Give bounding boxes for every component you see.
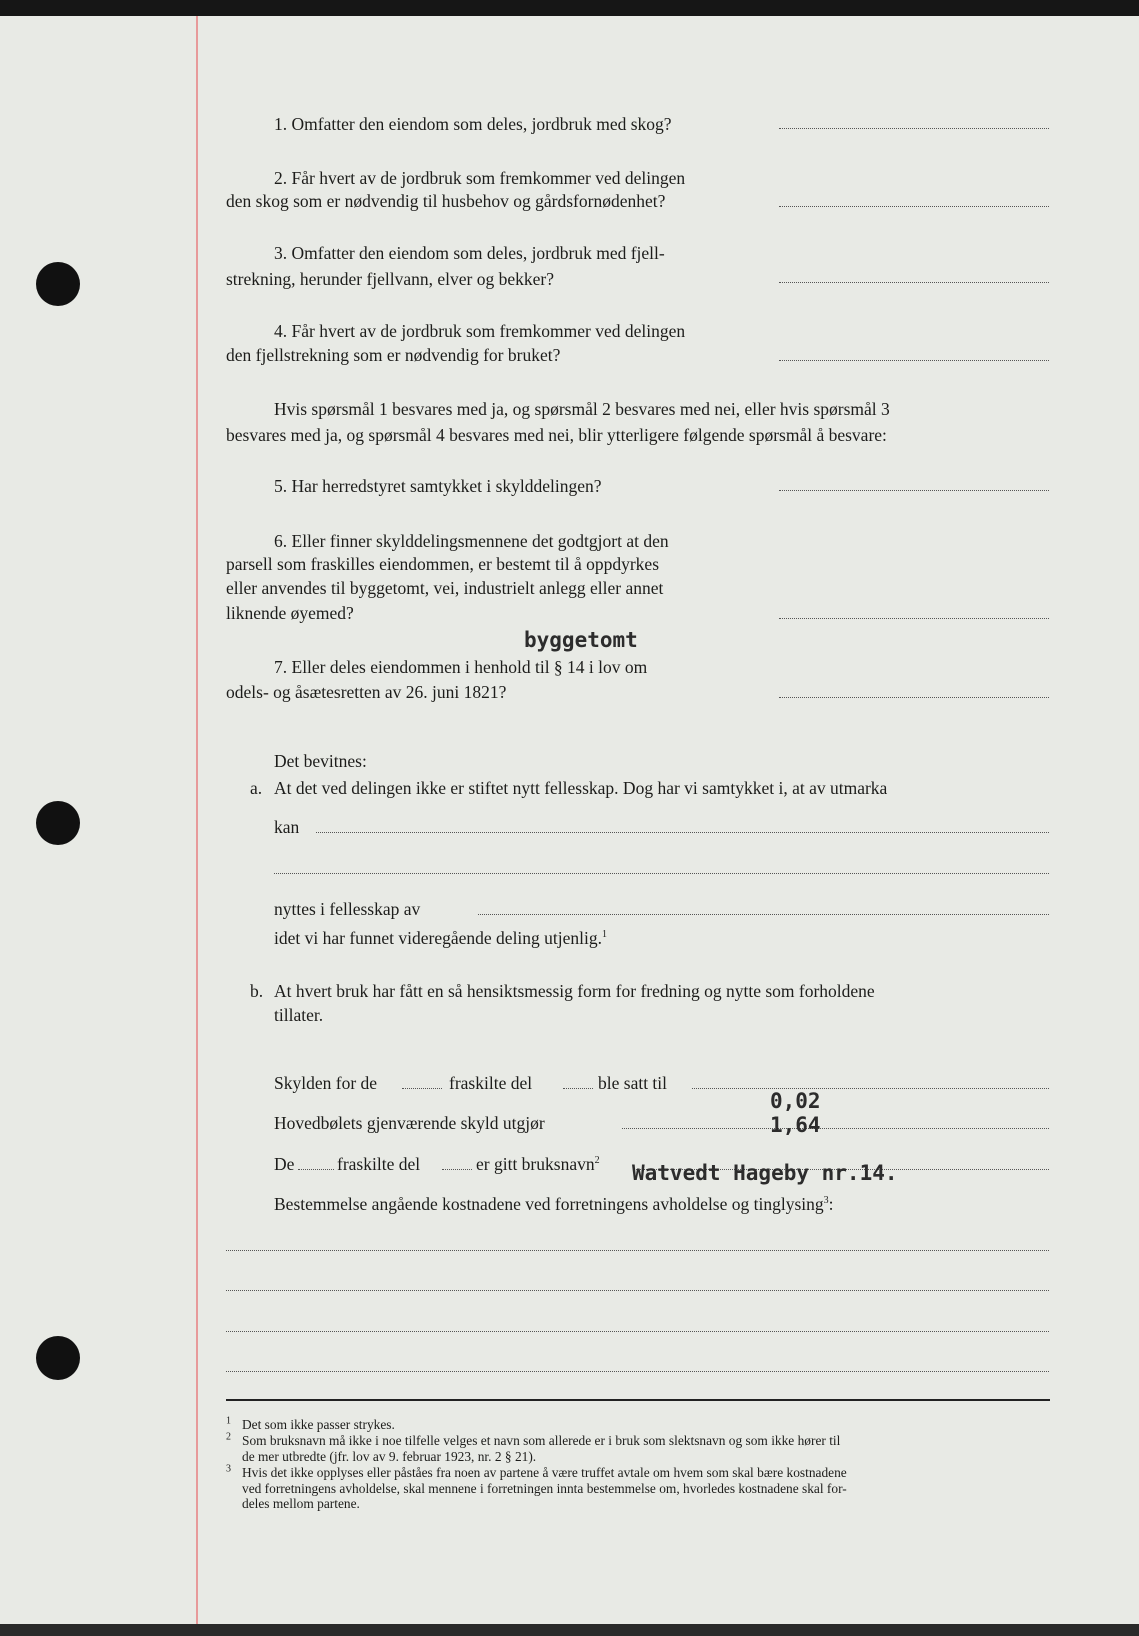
bestemmelse-line-4[interactable] — [226, 1371, 1049, 1372]
bestemmelse-label — [274, 1193, 834, 1215]
de-label: De — [274, 1154, 295, 1174]
footnote-2-line-1: Som bruksnavn må ikke i noe tilfelle velges et navn som allerede er i bruk som slektsnavn og som ikke hører til — [242, 1433, 841, 1448]
punch-hole-middle — [36, 801, 80, 845]
item-a-text: At det ved delingen ikke er stiftet nytt fellesskap. Dog har vi samtykket i, at av utmarka — [274, 778, 888, 798]
fraskilte2-blank[interactable] — [442, 1169, 472, 1170]
kan-line-1[interactable] — [316, 832, 1049, 833]
fraskilte2-label: fraskilte del — [337, 1154, 421, 1174]
answer-line-q7[interactable] — [779, 697, 1049, 698]
footnote-3-line-1: Hvis det ikke opplyses eller påståes fra noen av partene å være truffet avtale om hvem som skal bære kostnadene — [242, 1465, 847, 1480]
question-2-line-2: den skog som er nødvendig til husbehov og gårdsfornødenhet? — [226, 191, 666, 211]
footnote-ref-3: 3 — [823, 1195, 829, 1207]
question-1: 1. Omfatter den eiendom som deles, jordbruk med skog? — [274, 114, 672, 134]
footnote-1-number: 1 — [226, 1415, 231, 1427]
typed-value-bruksnavn: Watvedt Hageby nr.14. — [632, 1161, 898, 1185]
item-a-marker: a. — [250, 778, 263, 798]
answer-line-q5[interactable] — [779, 490, 1049, 491]
conditional-intro-line-1: Hvis spørsmål 1 besvares med ja, og spørsmål 2 besvares med nei, eller hvis spørsmål 3 — [274, 399, 890, 419]
item-b-line-1: At hvert bruk har fått en så hensiktsmessig form for fredning og nytte som forholdene — [274, 981, 875, 1001]
skylden-label: Skylden for de — [274, 1073, 378, 1093]
bestemmelse-colon: : — [828, 1194, 834, 1214]
hovedbol-label: Hovedbølets gjenværende skyld utgjør — [274, 1113, 545, 1133]
question-5: 5. Har herredstyret samtykket i skylddelingen? — [274, 476, 602, 496]
conditional-intro-line-2: besvares med ja, og spørsmål 4 besvares med nei, blir ytterligere følgende spørsmål å besvare: — [226, 425, 887, 445]
bestemmelse-text: Bestemmelse angående kostnadene ved forretningens avholdelse og tinglysing — [274, 1194, 824, 1214]
question-3-line-2: strekning, herunder fjellvann, elver og bekker? — [226, 269, 554, 289]
bruksnavn-label — [476, 1153, 600, 1175]
footnote-2 — [226, 1431, 841, 1464]
fraskilte-del-blank[interactable] — [563, 1088, 593, 1089]
bestemmelse-line-2[interactable] — [226, 1290, 1049, 1291]
item-b-line-2: tillater. — [274, 1005, 324, 1025]
question-2-line-1: 2. Får hvert av de jordbruk som fremkommer ved delingen — [274, 168, 686, 188]
kan-line-2[interactable] — [274, 873, 1049, 874]
nyttes-line[interactable] — [478, 914, 1049, 915]
scan-bottom-edge — [0, 1624, 1139, 1636]
question-6-line-2: parsell som fraskilles eiendommen, er bestemt til å oppdyrkes — [226, 554, 660, 574]
footnote-2-line-2: de mer utbredte (jfr. lov av 9. februar 1923, nr. 2 § 21). — [242, 1448, 537, 1464]
answer-line-q3[interactable] — [779, 282, 1049, 283]
ble-satt-label: ble satt til — [598, 1073, 668, 1093]
bestemmelse-line-1[interactable] — [226, 1250, 1049, 1251]
punch-hole-top — [36, 262, 80, 306]
typed-value-satt: 0,02 — [770, 1089, 821, 1113]
question-6-line-3: eller anvendes til byggetomt, vei, industrielt anlegg eller annet — [226, 578, 664, 598]
red-margin-line — [196, 16, 198, 1624]
punch-hole-bottom — [36, 1336, 80, 1380]
answer-line-q4[interactable] — [779, 360, 1049, 361]
question-3-line-1: 3. Omfatter den eiendom som deles, jordbruk med fjell- — [274, 243, 665, 263]
hovedbol-line[interactable] — [622, 1128, 1049, 1129]
footnote-ref-1: 1 — [602, 929, 608, 941]
answer-line-q6[interactable] — [779, 618, 1049, 619]
typed-value-hovedbol: 1,64 — [770, 1113, 821, 1137]
footnote-3-line-3: deles mellom partene. — [242, 1496, 360, 1511]
footnote-1-line-1: Det som ikke passer strykes. — [242, 1417, 395, 1432]
footnote-3-line-2: ved forretningens avholdelse, skal mennene i forretningen innta bestemmelse om, hvorledes kostnadene skal for- — [242, 1480, 847, 1496]
question-7-line-2: odels- og åsætesretten av 26. juni 1821? — [226, 682, 507, 702]
item-a-kan-label: kan — [274, 817, 300, 837]
question-7-line-1: 7. Eller deles eiendommen i henhold til § 14 i lov om — [274, 657, 648, 677]
certification-heading: Det bevitnes: — [274, 751, 367, 771]
question-6-line-4: liknende øyemed? — [226, 603, 354, 623]
idet-text: idet vi har funnet videregående deling utjenlig. — [274, 928, 603, 948]
item-a-nyttes-label: nyttes i fellesskap av — [274, 899, 421, 919]
footnote-3-number: 3 — [226, 1463, 231, 1475]
question-4-line-1: 4. Får hvert av de jordbruk som fremkommer ved delingen — [274, 321, 686, 341]
bruksnavn-text: er gitt bruksnavn — [476, 1154, 595, 1174]
footnote-separator — [226, 1399, 1050, 1401]
footnote-1 — [226, 1415, 395, 1433]
footnote-3 — [226, 1463, 847, 1511]
question-4-line-2: den fjellstrekning som er nødvendig for bruket? — [226, 345, 561, 365]
footnote-ref-2: 2 — [594, 1155, 600, 1167]
question-6-line-1: 6. Eller finner skylddelingsmennene det godtgjort at den — [274, 531, 669, 551]
fraskilte-label: fraskilte del — [449, 1073, 533, 1093]
answer-line-q1[interactable] — [779, 128, 1049, 129]
ble-satt-line[interactable] — [692, 1088, 1049, 1089]
footnote-2-number: 2 — [226, 1431, 231, 1443]
scan-top-edge — [0, 0, 1139, 16]
item-b-marker: b. — [250, 981, 264, 1001]
typed-answer-q6: byggetomt — [524, 628, 638, 652]
skylden-de-blank[interactable] — [402, 1088, 442, 1089]
de-blank[interactable] — [298, 1169, 334, 1170]
answer-line-q2[interactable] — [779, 206, 1049, 207]
bestemmelse-line-3[interactable] — [226, 1331, 1049, 1332]
item-a-idet-text — [274, 927, 607, 949]
